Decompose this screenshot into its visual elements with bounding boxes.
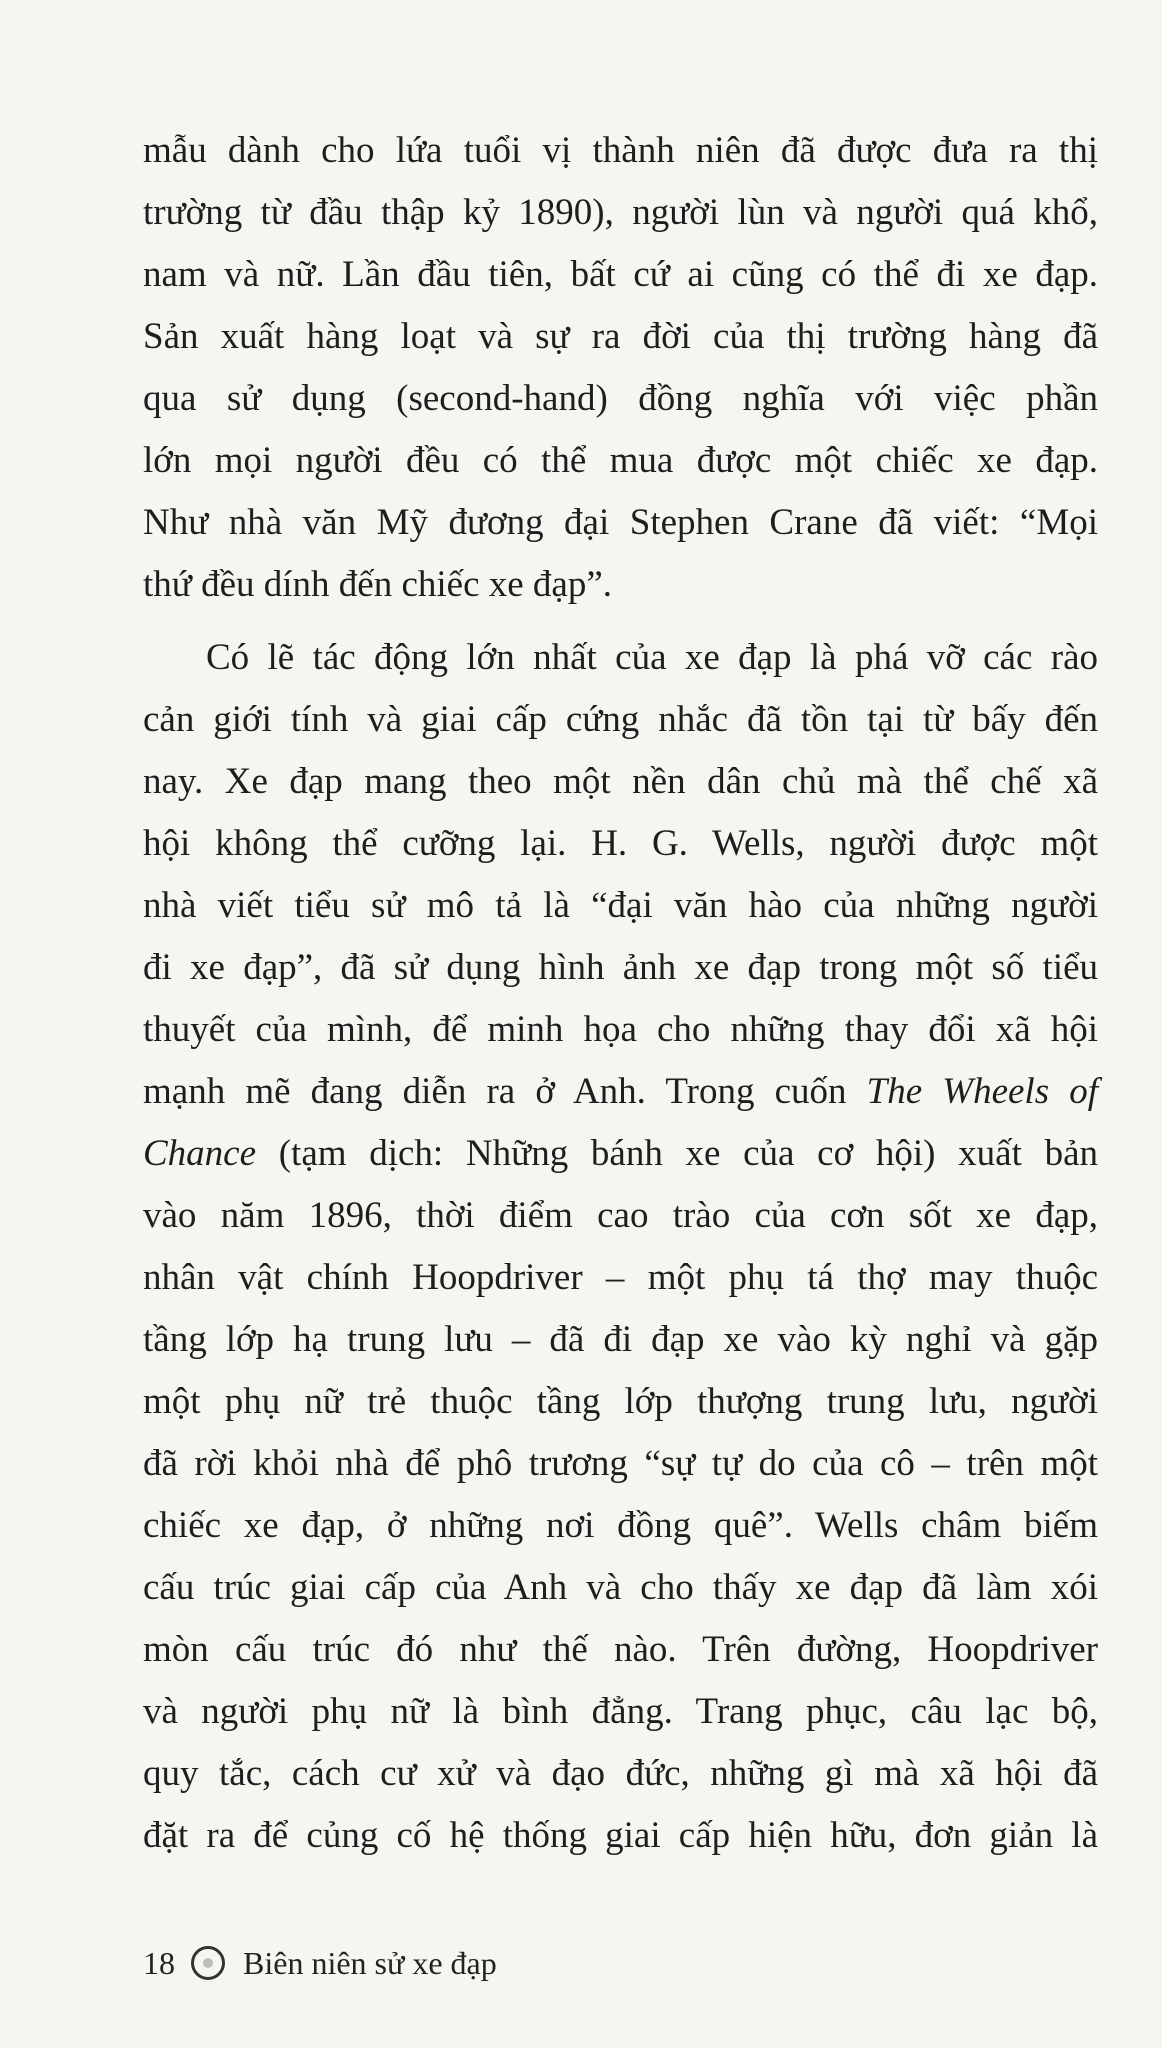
text-line: một phụ nữ trẻ thuộc tầng lớp thượng trung lưu, người [143,1381,1098,1422]
text-line: đã rời khỏi nhà để phô trương “sự tự do của cô – trên một [143,1443,1098,1484]
paragraph-2 [143,627,1098,1867]
text-line: chiếc xe đạp, ở những nơi đồng quê”. Wells châm biếm [143,1505,1098,1546]
page-footer [143,1938,497,1988]
text-line: Có lẽ tác động lớn nhất của xe đạp là phá vỡ các rào [206,637,1098,678]
circle-ornament-icon [191,1946,225,1980]
running-title: Biên niên sử xe đạp [243,1944,497,1981]
text-line: hội không thể cưỡng lại. H. G. Wells, người được một [143,823,1098,864]
paragraph-1 [143,120,1098,616]
text-line: trường từ đầu thập kỷ 1890), người lùn và người quá khổ, [143,192,1098,233]
text-line: mẫu dành cho lứa tuổi vị thành niên đã được đưa ra thị [143,130,1098,171]
text-segment: (tạm dịch: Những bánh xe của cơ hội) xuất bản [256,1133,1098,1174]
text-line: đi xe đạp”, đã sử dụng hình ảnh xe đạp trong một số tiểu [143,947,1098,988]
text-line: qua sử dụng (second-hand) đồng nghĩa với việc phần [143,378,1098,419]
text-line: lớn mọi người đều có thể mua được một chiếc xe đạp. [143,440,1098,481]
text-line: nhà viết tiểu sử mô tả là “đại văn hào của những người [143,885,1098,926]
text-line [143,1061,1098,1123]
text-line: vào năm 1896, thời điểm cao trào của cơn sốt xe đạp, [143,1195,1098,1236]
text-line: mòn cấu trúc đó như thế nào. Trên đường, Hoopdriver [143,1629,1098,1670]
book-title-italic: The Wheels of [866,1071,1098,1112]
text-line: Sản xuất hàng loạt và sự ra đời của thị trường hàng đã [143,316,1098,357]
text-line: cấu trúc giai cấp của Anh và cho thấy xe đạp đã làm xói [143,1567,1098,1608]
text-line: nam và nữ. Lần đầu tiên, bất cứ ai cũng có thể đi xe đạp. [143,254,1098,295]
text-line: và người phụ nữ là bình đẳng. Trang phục, câu lạc bộ, [143,1691,1098,1732]
text-line: Như nhà văn Mỹ đương đại Stephen Crane đã viết: “Mọi [143,502,1098,543]
page-number: 18 [143,1944,175,1981]
text-line [143,1123,1098,1185]
text-line: cản giới tính và giai cấp cứng nhắc đã tồn tại từ bấy đến [143,699,1098,740]
text-line: nay. Xe đạp mang theo một nền dân chủ mà thể chế xã [143,761,1098,802]
text-line: quy tắc, cách cư xử và đạo đức, những gì mà xã hội đã [143,1753,1098,1794]
text-line: nhân vật chính Hoopdriver – một phụ tá thợ may thuộc [143,1257,1098,1298]
book-title-italic: Chance [143,1133,257,1174]
text-segment: mạnh mẽ đang diễn ra ở Anh. Trong cuốn [143,1071,867,1112]
text-line: tầng lớp hạ trung lưu – đã đi đạp xe vào kỳ nghỉ và gặp [143,1319,1098,1360]
text-line: đặt ra để củng cố hệ thống giai cấp hiện hữu, đơn giản là [143,1815,1098,1856]
text-line: thuyết của mình, để minh họa cho những thay đổi xã hội [143,1009,1098,1050]
text-line: thứ đều dính đến chiếc xe đạp”. [143,564,613,605]
